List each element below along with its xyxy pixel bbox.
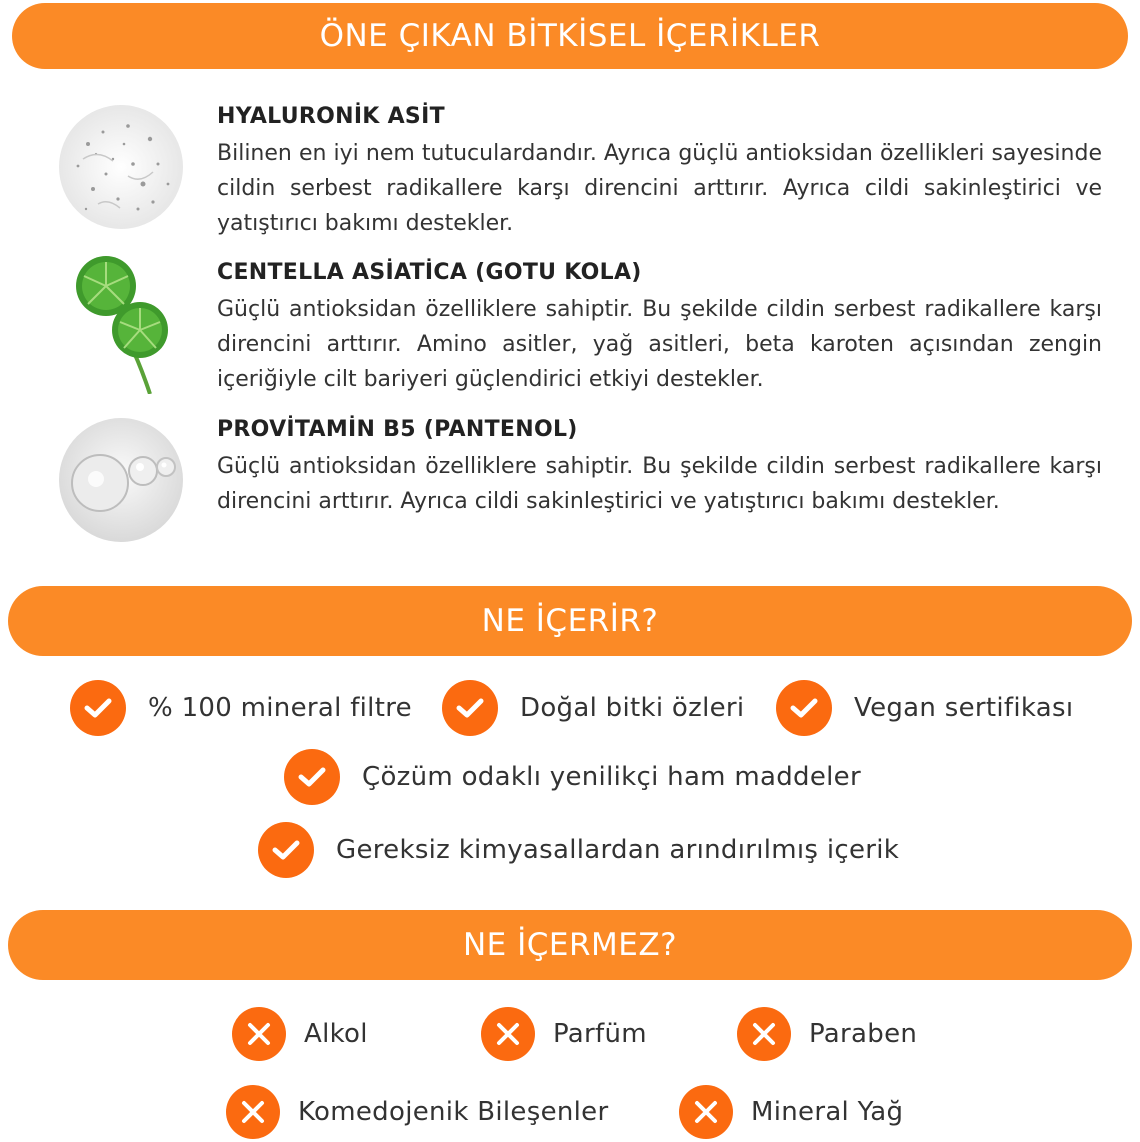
contains-title: NE İÇERİR? [481, 603, 659, 639]
cross-icon [481, 1007, 535, 1061]
ingredient-description: Güçlü antioksidan özelliklere sahiptir. Bu şekilde cildin serbest radikallere karşı direncini arttırır. Amino asitler, yağ asitleri, beta karoten açısından zengin içeriğiyle cilt bariyeri güçlendirici etkiyi destekler. [217, 297, 1102, 392]
cross-icon [737, 1007, 791, 1061]
excluded-item [481, 1004, 647, 1064]
excluded-label: Mineral Yağ [751, 1097, 904, 1127]
feature-label: Doğal bitki özleri [520, 693, 745, 723]
ingredient-description: Bilinen en iyi nem tutuculardandır. Ayrıca güçlü antioksidan özellikleri sayesinde cildin serbest radikallere karşı direncini arttırır. Ayrıca cildi sakinleştirici ve yatıştırıcı bakımı destekler. [217, 141, 1102, 236]
hyaluronic-gel-icon [58, 104, 184, 230]
feature-label: Vegan sertifikası [854, 693, 1074, 723]
ingredient-title: CENTELLA ASİATİCA (GOTU KOLA) [217, 260, 642, 285]
not-contains-title: NE İÇERMEZ? [462, 927, 678, 963]
serum-drops-icon [58, 417, 184, 543]
not-contains-banner [8, 910, 1132, 980]
contains-banner [8, 586, 1132, 656]
excluded-item [226, 1082, 608, 1142]
check-icon [258, 822, 314, 878]
feature-label: Çözüm odaklı yenilikçi ham maddeler [362, 762, 861, 792]
feature-label: Gereksiz kimyasallardan arındırılmış içerik [336, 835, 900, 865]
check-icon [776, 680, 832, 736]
ingredient-description: Güçlü antioksidan özelliklere sahiptir. Bu şekilde cildin serbest radikallere karşı direncini arttırır. Ayrıca cildi sakinleştirici ve yatıştırıcı bakımı destekler. [217, 454, 1102, 514]
excluded-item [679, 1082, 903, 1142]
feature-item [442, 678, 744, 738]
excluded-item [737, 1004, 917, 1064]
cross-icon [226, 1085, 280, 1139]
excluded-item [232, 1004, 368, 1064]
feature-item [776, 678, 1073, 738]
excluded-label: Alkol [304, 1019, 368, 1049]
ingredient-title: HYALURONİK ASİT [217, 104, 445, 129]
centella-leaf-icon [58, 254, 184, 394]
feature-item [258, 820, 899, 880]
excluded-label: Paraben [809, 1019, 918, 1049]
cross-icon [232, 1007, 286, 1061]
check-icon [284, 749, 340, 805]
ingredients-banner [12, 3, 1128, 69]
excluded-label: Parfüm [553, 1019, 647, 1049]
ingredient-title: PROVİTAMİN B5 (PANTENOL) [217, 417, 578, 442]
excluded-label: Komedojenik Bileşenler [298, 1097, 609, 1127]
feature-item [70, 678, 412, 738]
cross-icon [679, 1085, 733, 1139]
feature-label: % 100 mineral filtre [148, 693, 412, 723]
check-icon [442, 680, 498, 736]
ingredients-title: ÖNE ÇIKAN BİTKİSEL İÇERİKLER [319, 18, 821, 54]
feature-item [284, 747, 861, 807]
check-icon [70, 680, 126, 736]
